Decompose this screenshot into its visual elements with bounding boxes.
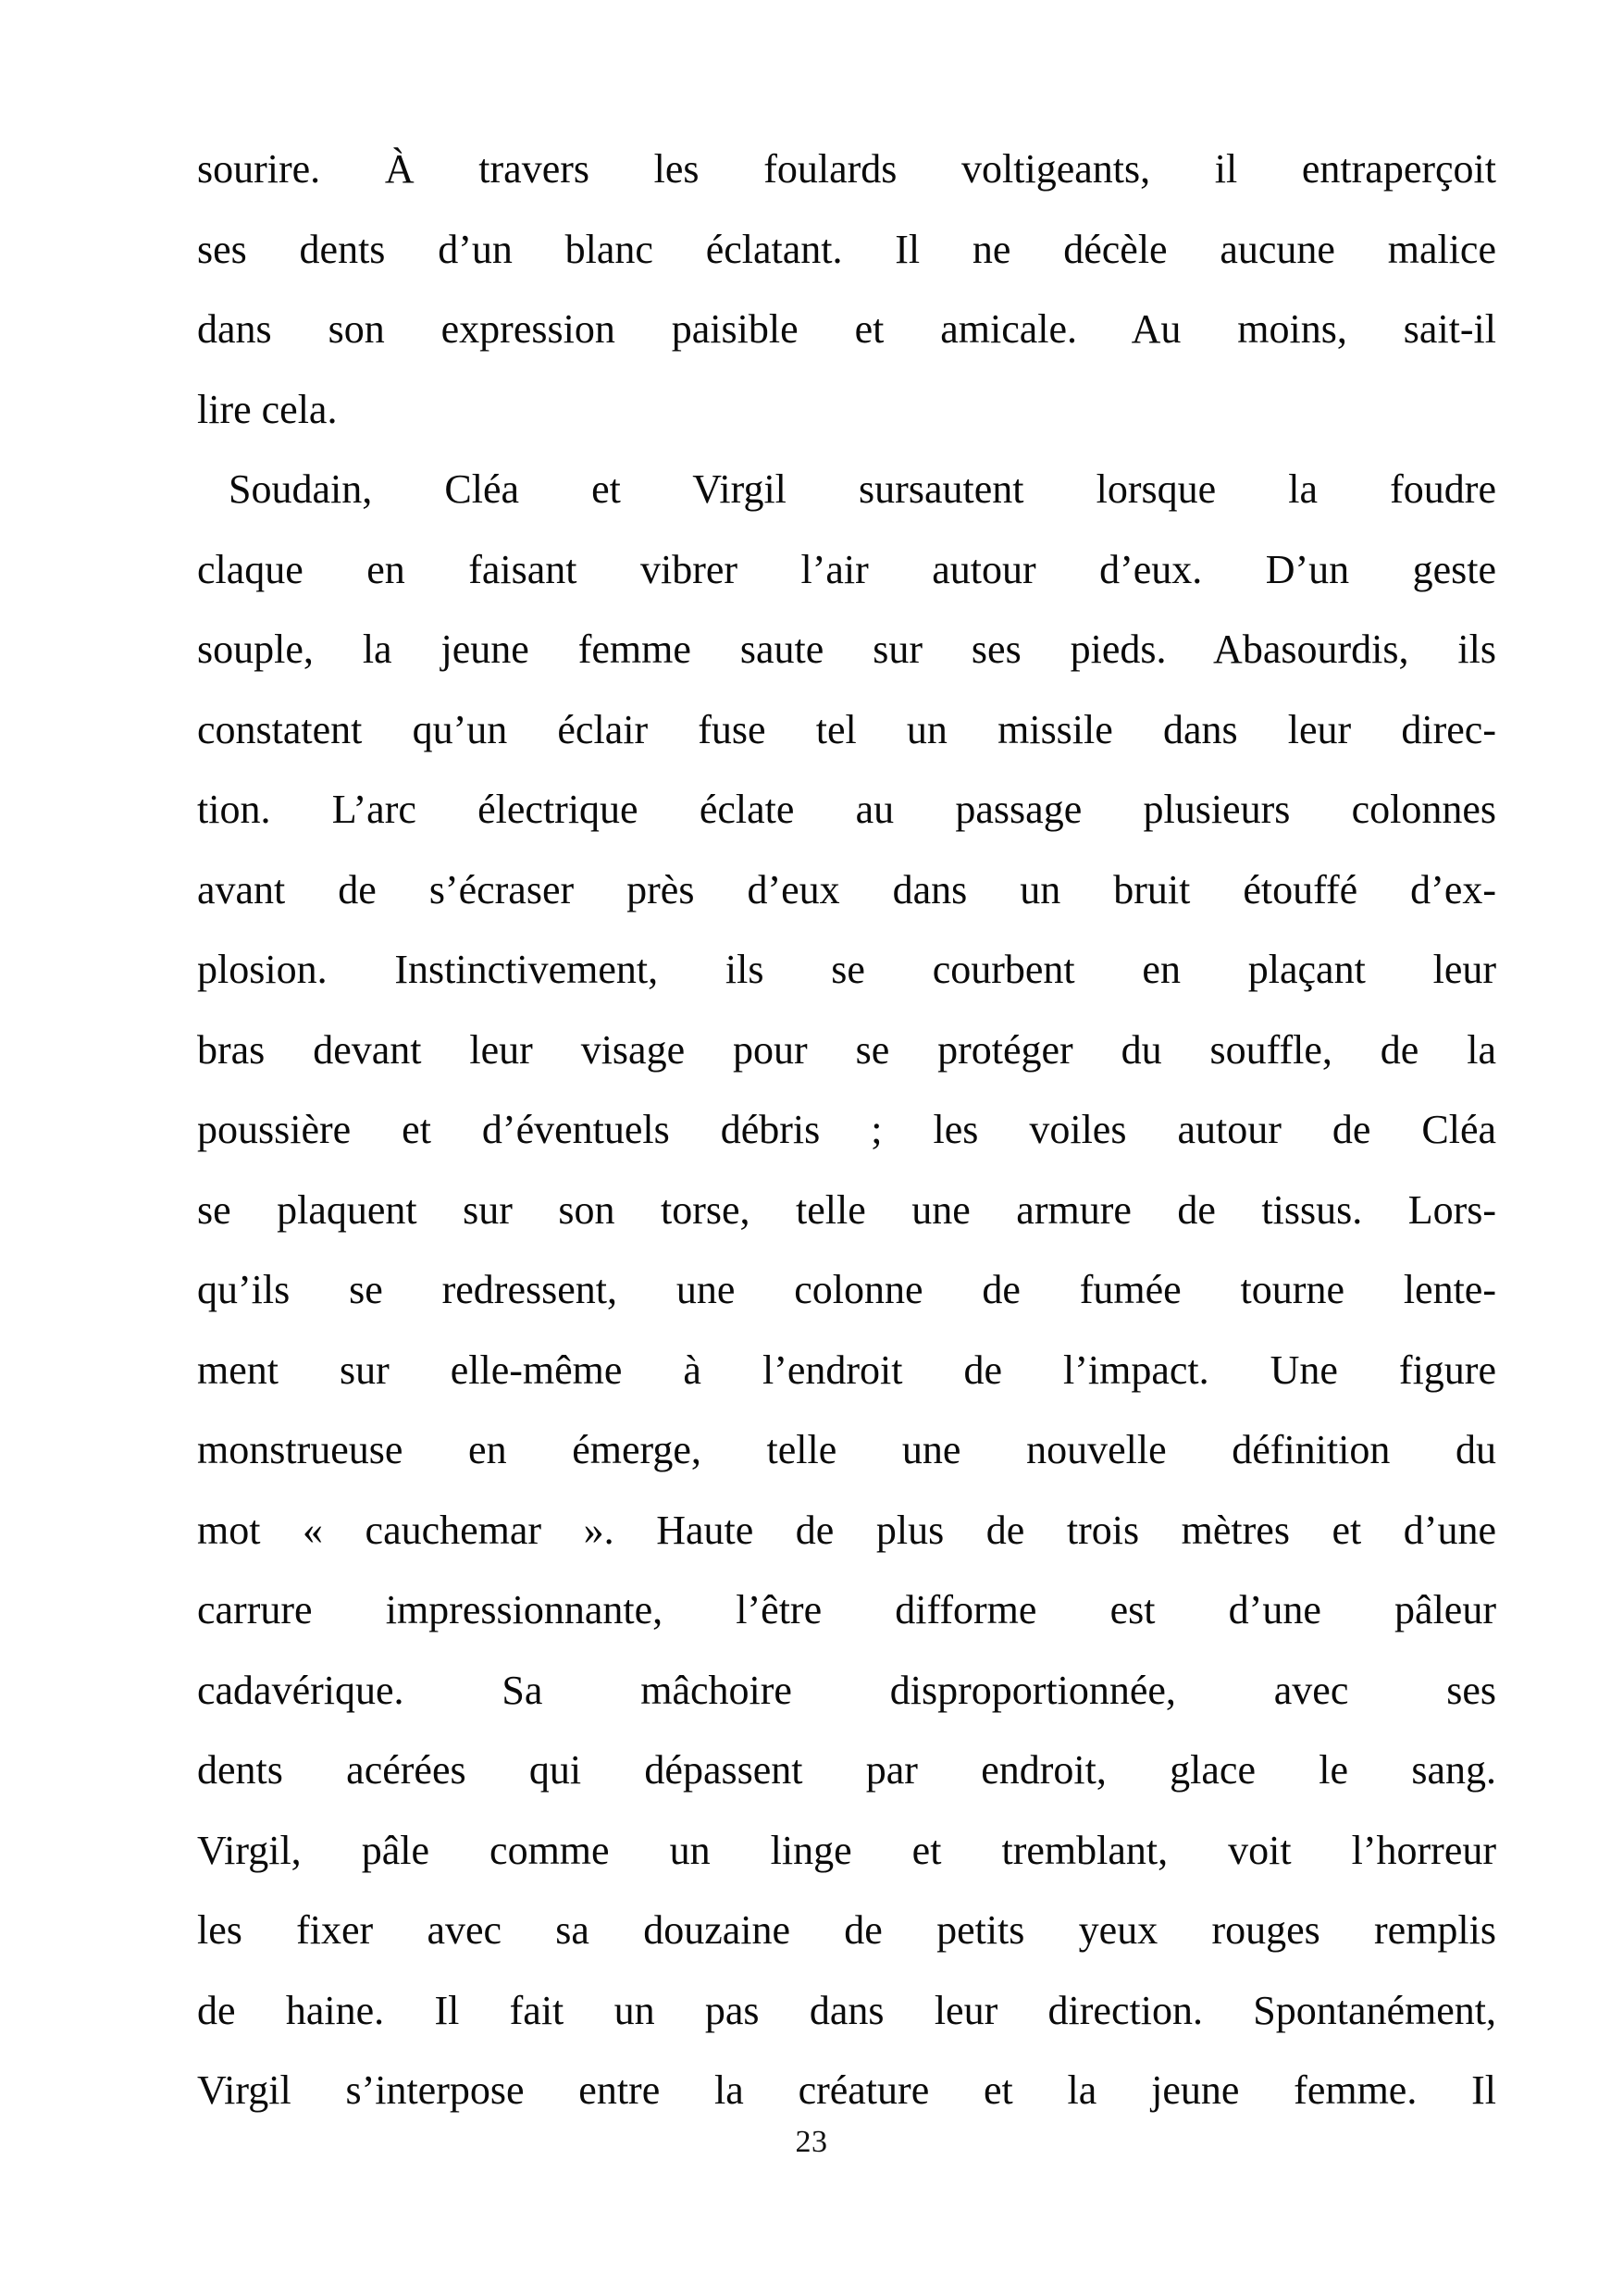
text-line: tion. L’arc électrique éclate au passage plusieurs colonnes	[197, 787, 1496, 832]
text-line: poussière et d’éventuels débris ; les voiles autour de Cléa	[197, 1107, 1496, 1152]
text-line: qu’ils se redressent, une colonne de fumée tourne lente-	[197, 1267, 1496, 1312]
text-line: mot « cauchemar ». Haute de plus de trois mètres et d’une	[197, 1507, 1496, 1553]
text-line: plosion. Instinctivement, ils se courbent en plaçant leur	[197, 947, 1496, 992]
text-line: avant de s’écraser près d’eux dans un bruit étouffé d’ex-	[197, 866, 1496, 912]
text-line: souple, la jeune femme saute sur ses pieds. Abasourdis, ils	[197, 627, 1496, 672]
text-line: Virgil, pâle comme un linge et tremblant, voit l’horreur	[197, 1827, 1496, 1873]
text-line: constatent qu’un éclair fuse tel un missile dans leur direc-	[197, 706, 1496, 752]
page-body-text	[197, 130, 1496, 2131]
text-line: cadavérique. Sa mâchoire disproportionnée, avec ses	[197, 1667, 1496, 1713]
text-line: Soudain, Cléa et Virgil sursautent lorsque la foudre	[229, 466, 1496, 512]
text-line: lire cela.	[197, 386, 338, 432]
text-line: ses dents d’un blanc éclatant. Il ne décèle aucune malice	[197, 226, 1496, 272]
text-line: claque en faisant vibrer l’air autour d’eux. D’un geste	[197, 546, 1496, 592]
text-line: de haine. Il fait un pas dans leur direction. Spontanément,	[197, 1987, 1496, 2033]
text-line: se plaquent sur son torse, telle une armure de tissus. Lors-	[197, 1186, 1496, 1233]
text-line: bras devant leur visage pour se protéger du souffle, de la	[197, 1026, 1496, 1073]
text-line: monstrueuse en émerge, telle une nouvelle définition du	[197, 1427, 1496, 1472]
paragraph-2	[197, 450, 1496, 2131]
text-line: dans son expression paisible et amicale. Au moins, sait-il	[197, 306, 1496, 352]
text-line: dents acérées qui dépassent par endroit, glace le sang.	[197, 1747, 1496, 1793]
text-line: sourire. À travers les foulards voltigeants, il entraperçoit	[197, 146, 1496, 192]
paragraph-1	[197, 130, 1496, 450]
text-line: Virgil s’interpose entre la créature et la jeune femme. Il	[197, 2067, 1496, 2113]
text-line: carrure impressionnante, l’être difforme est d’une pâleur	[197, 1587, 1496, 1632]
page-number: 23	[795, 2125, 828, 2159]
text-line: les fixer avec sa douzaine de petits yeux rouges remplis	[197, 1907, 1496, 1953]
text-line: ment sur elle-même à l’endroit de l’impact. Une figure	[197, 1347, 1496, 1393]
